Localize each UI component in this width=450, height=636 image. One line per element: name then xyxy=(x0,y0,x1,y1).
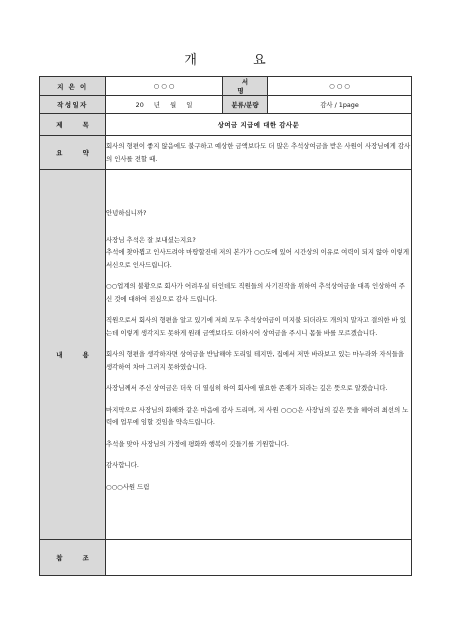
reference-row xyxy=(40,540,412,576)
subject-label: 제 목 xyxy=(40,114,106,136)
category-label: 분류/분량 xyxy=(223,96,268,114)
summary-value[interactable]: 회사의 형편이 좋지 않음에도 불구하고 예상한 금액보다도 더 많은 추석상여금을 받은 사원이 사장님에게 감사의 인사를 전할 때. xyxy=(106,136,412,170)
subject-value[interactable]: 상여금 지급에 대한 감사문 xyxy=(106,114,412,136)
content-paragraph: 추석을 맞아 사장님의 가정에 평화와 행복이 깃들기를 기원합니다. xyxy=(106,439,289,448)
signature-label: 서 명 xyxy=(223,77,268,96)
document-form xyxy=(39,76,412,576)
date-value[interactable]: 20 년 월 일 xyxy=(106,96,223,114)
author-label: 지 은 이 xyxy=(40,77,106,96)
reference-label: 참 조 xyxy=(40,540,106,576)
content-paragraph: 안녕하십니까? xyxy=(106,209,147,217)
page-title: 개 요 xyxy=(184,53,292,68)
content-paragraph: 사장님 추석은 잘 보내셨는지요? 추석에 찾아뵙고 인사드려야 마땅할진대 저의 본가가 ○○도에 있어 시간상의 이유로 여력이 되지 않아 이렇게 서신으로 인사드립니다. xyxy=(106,235,410,269)
content-paragraph: 회사의 형편을 생각하자면 상여금을 반납해야 도리일 테지만, 집에서 저만 바라보고 있는 마누라와 자식들을 생각하여 차마 그러지 못하였습니다. xyxy=(106,350,405,371)
subject-row xyxy=(40,114,412,136)
author-row xyxy=(40,77,412,96)
author-value[interactable]: ○ ○ ○ xyxy=(106,77,223,96)
content-paragraph: 감사합니다. xyxy=(106,461,139,469)
signature-value[interactable]: ○ ○ ○ xyxy=(268,77,412,96)
content-signoff: ○○○사원 드림 xyxy=(106,482,150,491)
date-row xyxy=(40,96,412,114)
summary-label: 요 약 xyxy=(40,136,106,170)
reference-value[interactable] xyxy=(106,540,412,576)
content-body[interactable] xyxy=(106,170,412,540)
summary-row xyxy=(40,136,412,170)
category-value[interactable]: 감사 / 1page xyxy=(268,96,412,114)
content-paragraph: ○○업계의 불황으로 회사가 어려우실 터인데도 직원들의 사기진작을 위하여 추석상여금을 대폭 인상하여 주신 것에 대하여 진심으로 감사 드립니다. xyxy=(106,282,405,303)
content-paragraph: 마지막으로 사장님의 화해와 같은 마음에 감사 드리며, 저 사원 ○○○은 사장님의 깊은 뜻을 헤아려 최선의 노력에 업무에 임할 것임을 약속드립니다. xyxy=(106,405,409,426)
date-label: 작성일자 xyxy=(40,96,106,114)
content-paragraph: 사장님께서 주신 상여금은 더욱 더 열심히 하여 회사에 필요한 존재가 되라는 깊은 뜻으로 알겠습니다. xyxy=(106,384,388,392)
content-label: 내 용 xyxy=(40,170,106,540)
content-row xyxy=(40,170,412,540)
content-paragraph: 직원으로서 회사의 형편을 알고 있기에 저희 모두 추석상여금이 미지불 되더라도 개의치 말자고 결의한 바 있는데 이렇게 생각지도 못하게 원래 금액보다도 더하시어 상여금을 주시니 몸둘 바를 모르겠습니다. xyxy=(106,316,407,337)
